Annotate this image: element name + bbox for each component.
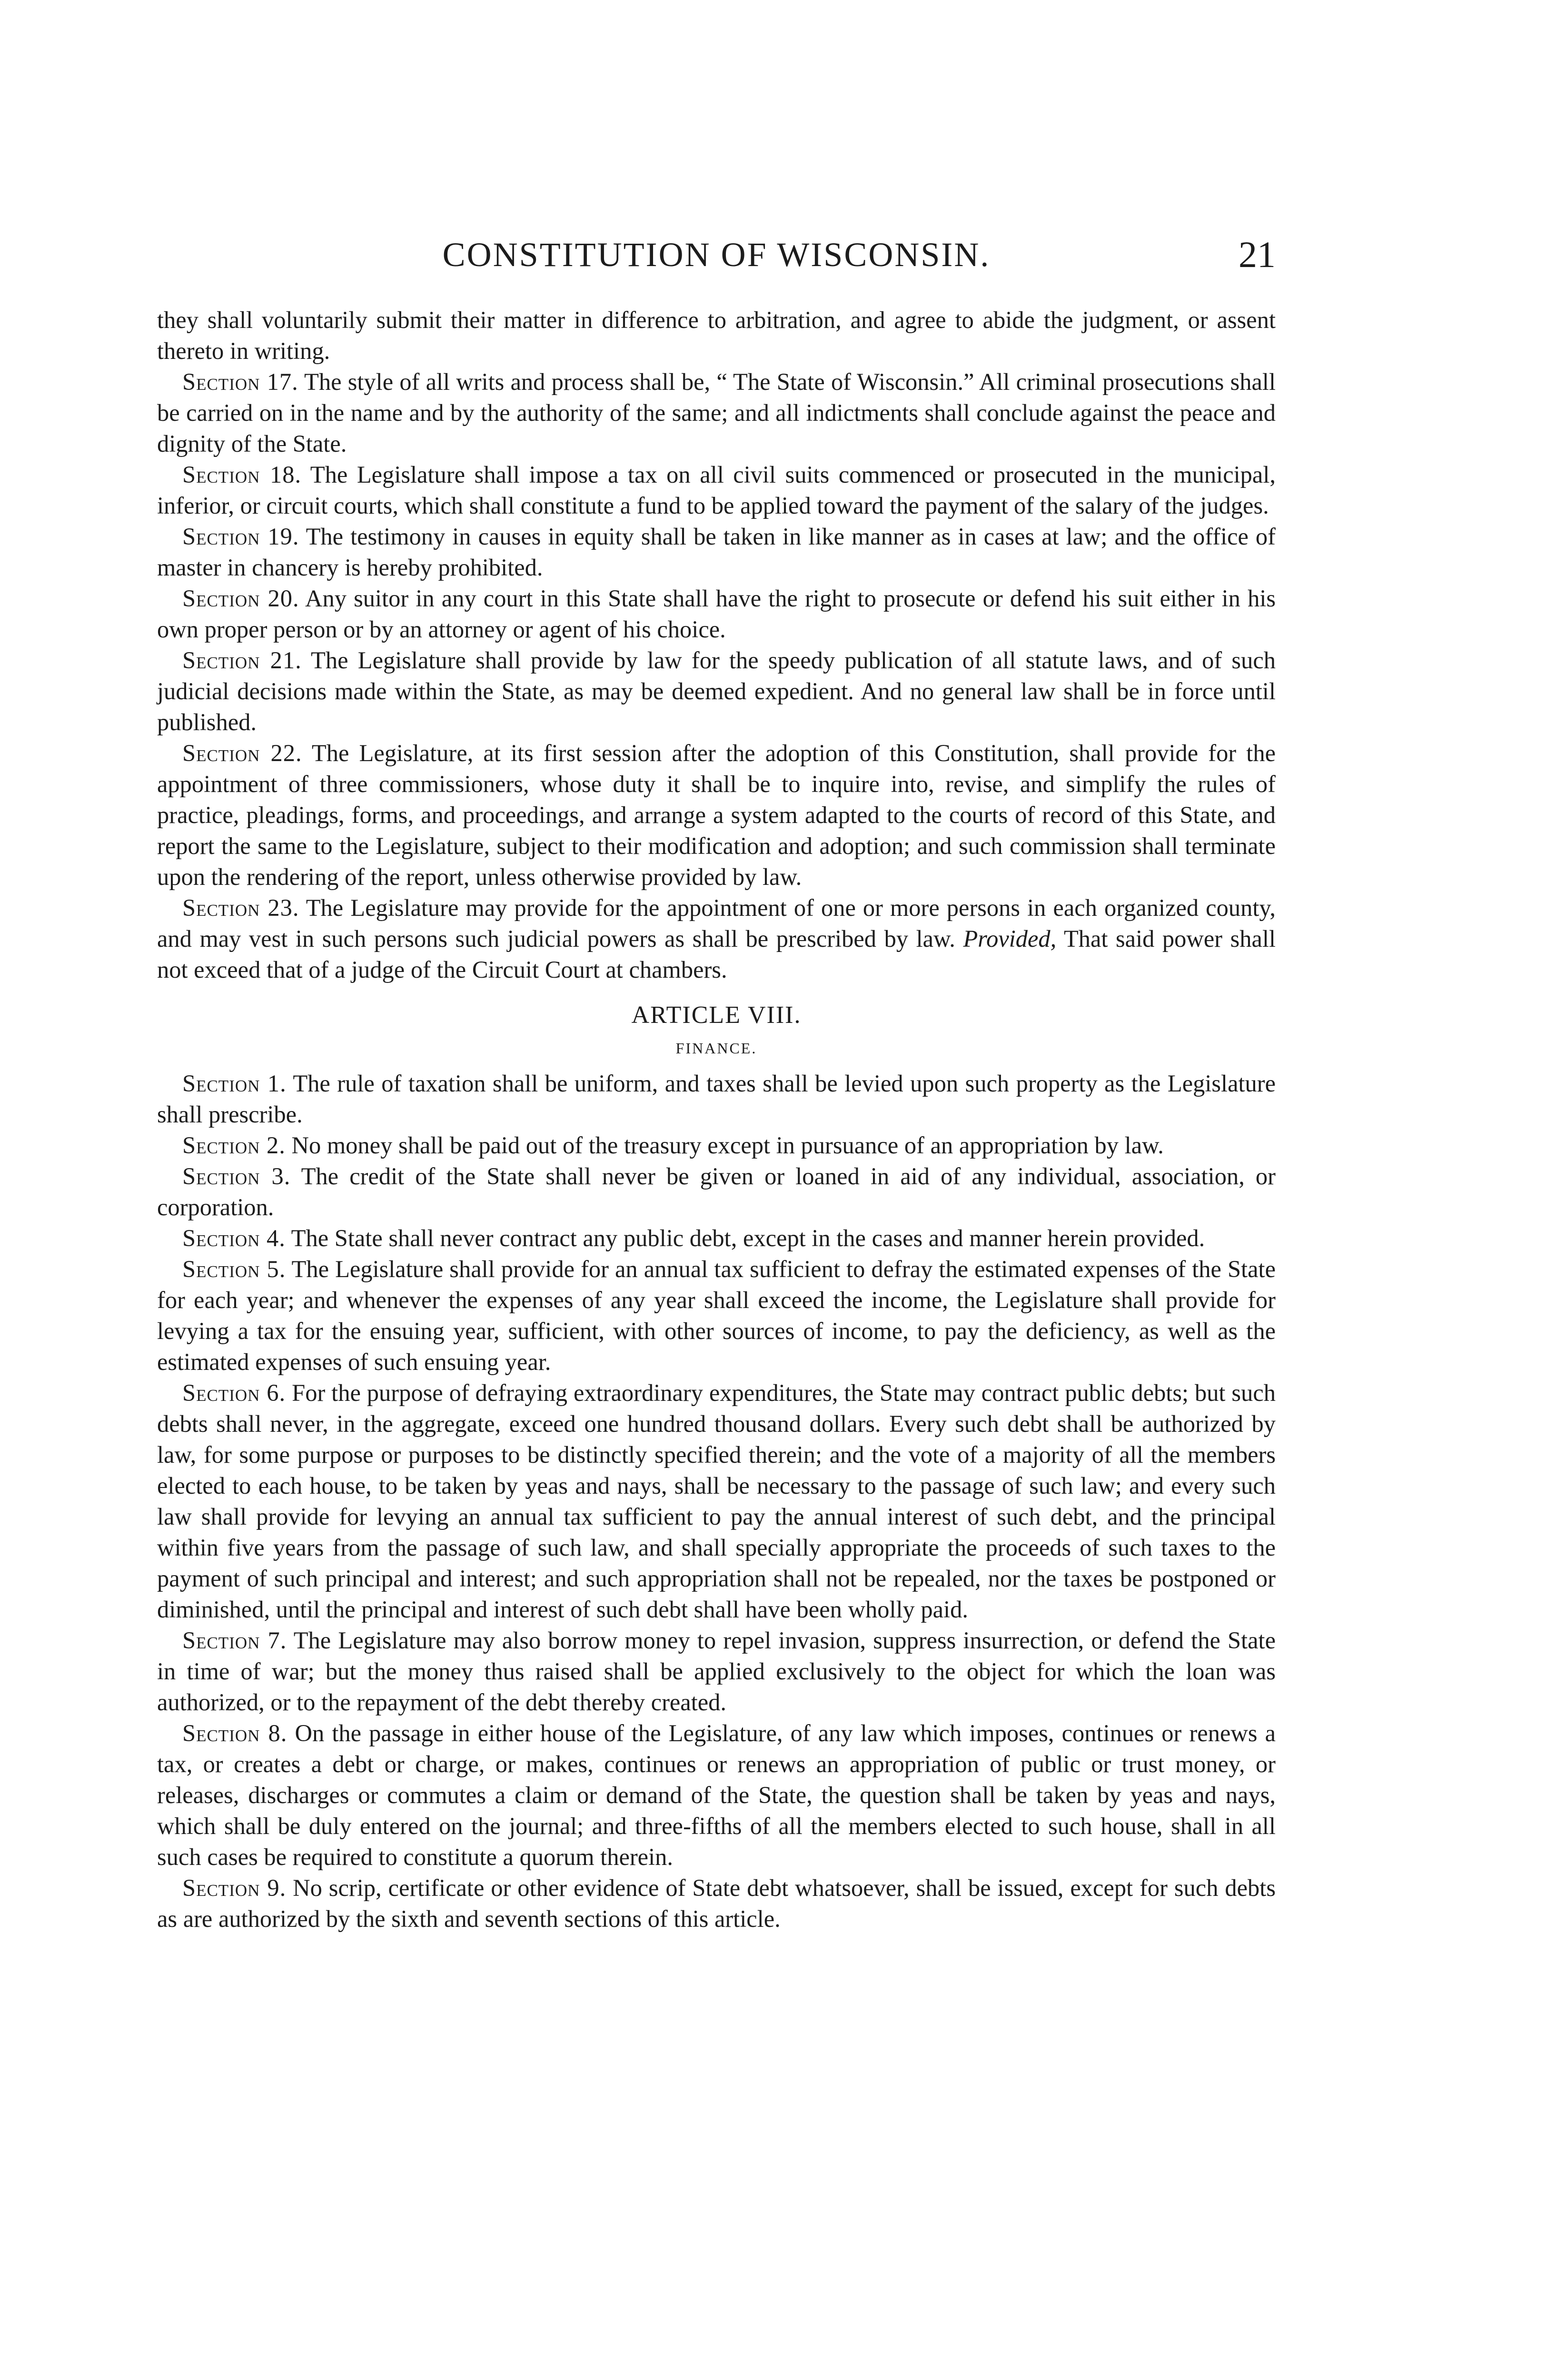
article-8-section-3 [157,1161,1276,1223]
article-8-section-9 [157,1873,1276,1934]
section-label: Section 7. [182,1627,287,1654]
article-8-section-2 [157,1130,1276,1161]
section-text: The Legislature, at its first session after the adoption of this Constitution, shall provide for the appointment of three commissioners, whose duty it shall be to inquire into, revise, and simplify the rules of practice, pleadings, forms, and proceedings, and arrange a system adapted to the courts of record of this State, and report the same to the Legislature, subject to their modification and adoption; and such commission shall terminate upon the rendering of the report, unless otherwise provided by law. [157,740,1276,890]
section-label: Section 21. [182,647,302,674]
section-text: The Legislature shall impose a tax on all civil suits commenced or prosecuted in the municipal, inferior, or circuit courts, which shall constitute a fund to be applied toward the payment of the salary of the judges. [157,461,1276,519]
section-label: Section 22. [182,740,302,766]
section-text: The credit of the State shall never be given or loaned in aid of any individual, association, or corporation. [157,1163,1276,1220]
section-text: The testimony in causes in equity shall be taken in like manner as in cases at law; and the office of master in chancery is hereby prohibited. [157,523,1276,581]
section-text: That said power shall not exceed that of a judge of the Circuit Court at chambers. [157,925,1276,983]
section-label: Section 5. [182,1256,286,1282]
body-text [157,305,1276,1934]
section-label: Section 9. [182,1874,287,1901]
section-label: Section 4. [182,1225,286,1251]
section-text: On the passage in either house of the Legislature, of any law which imposes, continues or renews a tax, or creates a debt or charge, or makes, continues or renews an appropriation of public or trust money, or releases, discharges or commutes a claim or demand of the State, the question shall be taken by yeas and nays, which shall be duly entered on the journal; and three-fifths of all the members elected to such house, shall in all such cases be required to constitute a quorum therein. [157,1720,1276,1870]
section-label: Section 8. [182,1720,287,1746]
article-heading: ARTICLE VIII. [631,1002,802,1029]
article-subheading: FINANCE. [675,1040,757,1057]
section-label: Section 1. [182,1070,287,1097]
section-text: Any suitor in any court in this State shall have the right to prosecute or defend his suit either in his own proper person or by an attorney or agent of his choice. [157,585,1276,643]
section-23 [157,892,1276,985]
section-label: Section 20. [182,585,299,612]
article-8-section-1 [157,1068,1276,1130]
article-8-section-4 [157,1223,1276,1254]
section-17 [157,367,1276,459]
proviso-word: Provided, [963,925,1057,952]
section-label: Section 19. [182,523,299,550]
section-text: The style of all writs and process shall be, “ The State of Wisconsin.” All criminal prosecutions shall be carried on in the name and by the authority of the same; and all indictments shall conclude against the peace and dignity of the State. [157,368,1276,457]
section-20 [157,583,1276,645]
section-19 [157,521,1276,583]
article-8-section-8 [157,1718,1276,1873]
section-text: For the purpose of defraying extraordinary expenditures, the State may contract public debts; but such debts shall never, in the aggregate, exceed one hundred thousand dollars. Every such debt shall be authorized by law, for some purpose or purposes to be distinctly specified therein; and the vote of a majority of all the members elected to each house, to be taken by yeas and nays, shall be necessary to the passage of such law; and every such law shall provide for levying an annual tax sufficient to pay the annual interest of such debt, and the principal within five years from the passage of such law, and shall specially appropriate the proceeds of such taxes to the payment of such principal and interest; and such appropriation shall not be repealed, nor the taxes be postponed or diminished, until the principal and interest of such debt shall have been wholly paid. [157,1379,1276,1623]
article-8-section-5 [157,1254,1276,1378]
section-label: Section 6. [182,1379,286,1406]
section-text: The Legislature shall provide by law for the speedy publication of all statute laws, and of such judicial decisions made within the State, as may be deemed expedient. And no general law shall be in force until published. [157,647,1276,735]
section-label: Section 2. [182,1132,286,1159]
section-21 [157,645,1276,738]
section-text: No money shall be paid out of the treasury except in pursuance of an appropriation by law. [291,1132,1164,1159]
continuation-paragraph: they shall voluntarily submit their matter in difference to arbitration, and agree to abide the judgment, or assent thereto in writing. [157,307,1276,364]
page-number: 21 [1239,234,1276,275]
section-text: The Legislature shall provide for an annual tax sufficient to defray the estimated expenses of the State for each year; and whenever the expenses of any year shall exceed the income, the Legislature shall provide for levying a tax for the ensuing year, sufficient, with other sources of income, to pay the deficiency, as well as the estimated expenses of such ensuing year. [157,1256,1276,1375]
section-text: The Legislature may also borrow money to repel invasion, suppress insurrection, or defend the State in time of war; but the money thus raised shall be applied exclusively to the object for which the loan was authorized, or to the repayment of the debt thereby created. [157,1627,1276,1716]
section-text: The Legislature may provide for the appointment of one or more persons in each organized county, and may vest in such persons such judicial powers as shall be prescribed by law. [157,894,1276,952]
section-label: Section 18. [182,461,302,488]
section-label: Section 3. [182,1163,291,1190]
section-label: Section 23. [182,894,299,921]
section-label: Section 17. [182,368,298,395]
section-text: The State shall never contract any public debt, except in the cases and manner herein provided. [291,1225,1205,1251]
section-18 [157,459,1276,521]
section-text: The rule of taxation shall be uniform, and taxes shall be levied upon such property as the Legislature shall prescribe. [157,1070,1276,1128]
running-title: CONSTITUTION OF WISCONSIN. [442,236,991,274]
section-text: No scrip, certificate or other evidence of State debt whatsoever, shall be issued, except for such debts as are authorized by the sixth and seventh sections of this article. [157,1874,1276,1932]
page-header [157,228,1276,281]
article-8-section-7 [157,1625,1276,1718]
section-22 [157,738,1276,892]
article-8-section-6 [157,1378,1276,1625]
